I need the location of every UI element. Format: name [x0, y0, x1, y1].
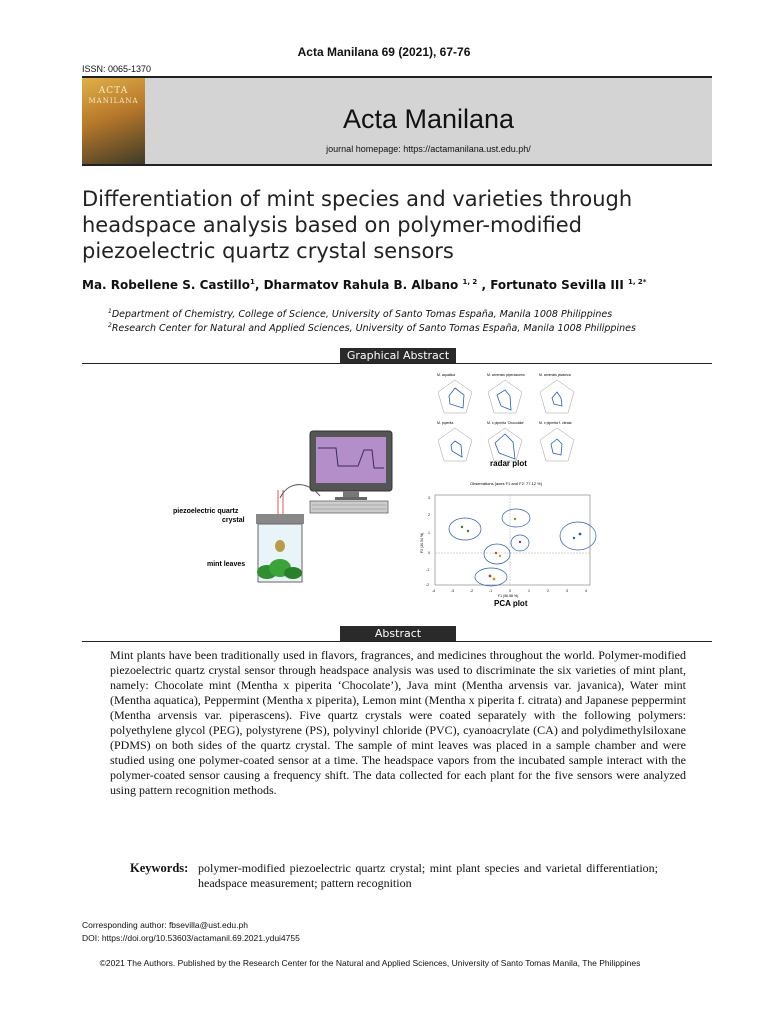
header-bottom-rule	[82, 164, 712, 166]
author-list	[82, 278, 702, 292]
article-title	[82, 186, 702, 264]
pca-xtick: -2	[470, 589, 474, 593]
pca-xtick: 2	[547, 589, 549, 593]
title-line-1: Differentiation of mint species and varieties through	[82, 187, 633, 211]
pca-title: Observations (axes F1 and F2: 77.12 %)	[470, 481, 543, 486]
pca-point	[514, 518, 516, 520]
title-line-2: headspace analysis based on polymer-modified	[82, 213, 582, 237]
corresponding-author[interactable]: Corresponding author: fbsevilla@ust.edu.ph	[82, 920, 248, 930]
pca-ytick: -2	[426, 583, 430, 587]
affiliation-1-text: Department of Chemistry, College of Science, University of Santo Tomas España, Manila 1008 Philippines	[111, 309, 613, 321]
cover-title-line2: MANILANA	[88, 97, 139, 105]
pca-cluster	[449, 518, 481, 540]
pca-cluster	[502, 509, 530, 527]
radar-plot	[539, 421, 574, 461]
radar-plot	[437, 373, 472, 413]
keyboard	[310, 501, 388, 513]
pca-ytick: 1	[428, 531, 430, 535]
keywords-text: polymer-modified piezoelectric quartz crystal; mint plant species and varietal differentiation; headspace measurement; pattern recognition	[198, 861, 658, 890]
radar-plot	[539, 373, 574, 413]
pca-xtick: 0	[509, 589, 511, 593]
radar-title: M. arvensis javanica	[539, 373, 571, 377]
pca-cluster	[560, 522, 596, 550]
pca-caption: PCA plot	[494, 599, 528, 608]
journal-reference: Acta Manilana 69 (2021), 67-76	[297, 45, 471, 59]
pca-plot	[420, 481, 596, 608]
author-name: Ma. Robellene S. Castillo	[82, 278, 250, 292]
pca-x-ticks	[432, 589, 587, 593]
pca-xtick: 1	[528, 589, 530, 593]
pca-point	[519, 541, 521, 543]
keywords-label: Keywords:	[130, 861, 189, 875]
pca-point	[489, 575, 492, 578]
pca-ylabel: F2 (20.54 %)	[420, 532, 424, 553]
abstract-rule	[82, 641, 712, 642]
affiliation-mark: 1	[108, 308, 112, 315]
radar-plot	[437, 421, 472, 461]
pca-ytick: 2	[428, 513, 430, 517]
affiliation-2-text: Research Center for Natural and Applied Sciences, University of Santo Tomas España, Manila 1008 Philippines	[111, 323, 636, 335]
author-separator: ,	[254, 278, 264, 292]
radar-title: M. x piperita 'Chocolate'	[487, 421, 525, 425]
author-affiliation-mark: 1, 2	[462, 278, 478, 286]
pca-xtick: -1	[489, 589, 493, 593]
journal-cover-image	[82, 78, 145, 164]
radar-caption: radar plot	[490, 459, 527, 468]
radar-title: M. arvensis piperascens	[487, 373, 525, 377]
journal-name: Acta Manilana	[342, 104, 515, 134]
pca-point	[495, 552, 497, 554]
abstract-tag: Abstract	[340, 626, 456, 641]
sample-jar	[256, 514, 304, 582]
radar-plot-grid	[437, 373, 574, 468]
doi-link[interactable]: DOI: https://doi.org/10.53603/actamanil.69.2021.ydui4755	[82, 933, 300, 943]
author-name: Fortunato Sevilla III	[490, 278, 628, 292]
pca-ytick: 0	[428, 551, 430, 555]
title-line-3: piezoelectric quartz crystal sensors	[82, 239, 454, 263]
affiliation-1	[108, 308, 728, 320]
pca-ytick: 3	[428, 496, 430, 500]
radar-title: M. x piperita f. citrata	[539, 421, 572, 425]
pca-xtick: 4	[585, 589, 587, 593]
pca-frame	[435, 495, 590, 585]
computer-monitor	[310, 431, 392, 500]
copyright-notice: ©2021 The Authors. Published by the Research Center for the Natural and Applied Sciences, University of Santo Tomas Manila, The Philippines	[99, 958, 641, 968]
author-affiliation-mark: 1, 2*	[627, 278, 647, 286]
pca-point	[493, 578, 496, 581]
pca-point	[573, 537, 575, 539]
label-sensor-line2: crystal	[222, 517, 245, 524]
radar-title: M. piperita	[437, 421, 454, 425]
issn: ISSN: 0065-1370	[82, 64, 152, 74]
radar-title: M. aquatica	[437, 373, 456, 377]
pca-xtick: -4	[432, 589, 436, 593]
graphical-abstract-tag: Graphical Abstract	[340, 348, 456, 363]
pca-xtick: 3	[566, 589, 568, 593]
radar-plot	[487, 373, 525, 413]
author-name: Dharmatov Rahula B. Albano	[263, 278, 463, 292]
author-affiliation-mark: 1	[249, 278, 255, 286]
author-separator: ,	[477, 278, 491, 292]
pca-point	[467, 530, 469, 532]
label-mint-leaves: mint leaves	[207, 561, 246, 568]
cover-title-line1: ACTA	[98, 86, 129, 96]
abstract-text: Mint plants have been traditionally used in flavors, fragrances, and medicines throughout the world. Polymer-modified piezoelectric quartz crystal sensor through headspace analysis was used to discriminate the six varieties of mint plant, namely: Chocolate mint (Mentha x piperita ‘Chocolate’), Java mint (Mentha arvensis var. javanica), Water mint (Mentha aquatica), Peppermint (Mentha x piperita), Lemon mint (Mentha x piperita f. citrata) and Japanese peppermint (Mentha arvensis var. piperascens). Five quartz crystals were coated separately with the following polymers: polyethylene glycol (PEG), polystyrene (PS), polyvinyl chloride (PVC), cyanoacrylate (CA) and polydimethylsiloxane (PDMS) on both sides of the quartz crystal. The sample of mint leaves was placed in a sample chamber and were studied using one polymer-coated sensor at a time. The headspace vapors from the incubated sample interact with the polymer-coated sensor causing a frequency shift. The data collected for each plant for the five sensors were analyzed using pattern recognition methods.	[110, 648, 686, 797]
affiliation-2	[108, 322, 728, 334]
graphical-abstract-figure	[160, 368, 610, 613]
journal-homepage[interactable]: journal homepage: https://actamanilana.ust.edu.ph/	[326, 144, 531, 154]
pca-y-ticks	[426, 496, 430, 587]
radar-plot	[487, 421, 524, 461]
pca-xlabel: F1 (56.58 %)	[498, 594, 519, 598]
label-sensor-line1: piezoelectric quartz	[173, 508, 239, 515]
affiliation-mark: 2	[108, 322, 112, 329]
pca-point	[499, 555, 501, 557]
pca-cluster	[475, 568, 507, 586]
cover-title	[82, 86, 145, 106]
pca-cluster	[484, 544, 510, 564]
pca-ytick: -1	[426, 568, 430, 572]
pca-xtick: -3	[451, 589, 455, 593]
pca-point	[461, 526, 463, 528]
pca-point	[579, 533, 582, 536]
graphical-abstract-rule	[82, 363, 712, 364]
